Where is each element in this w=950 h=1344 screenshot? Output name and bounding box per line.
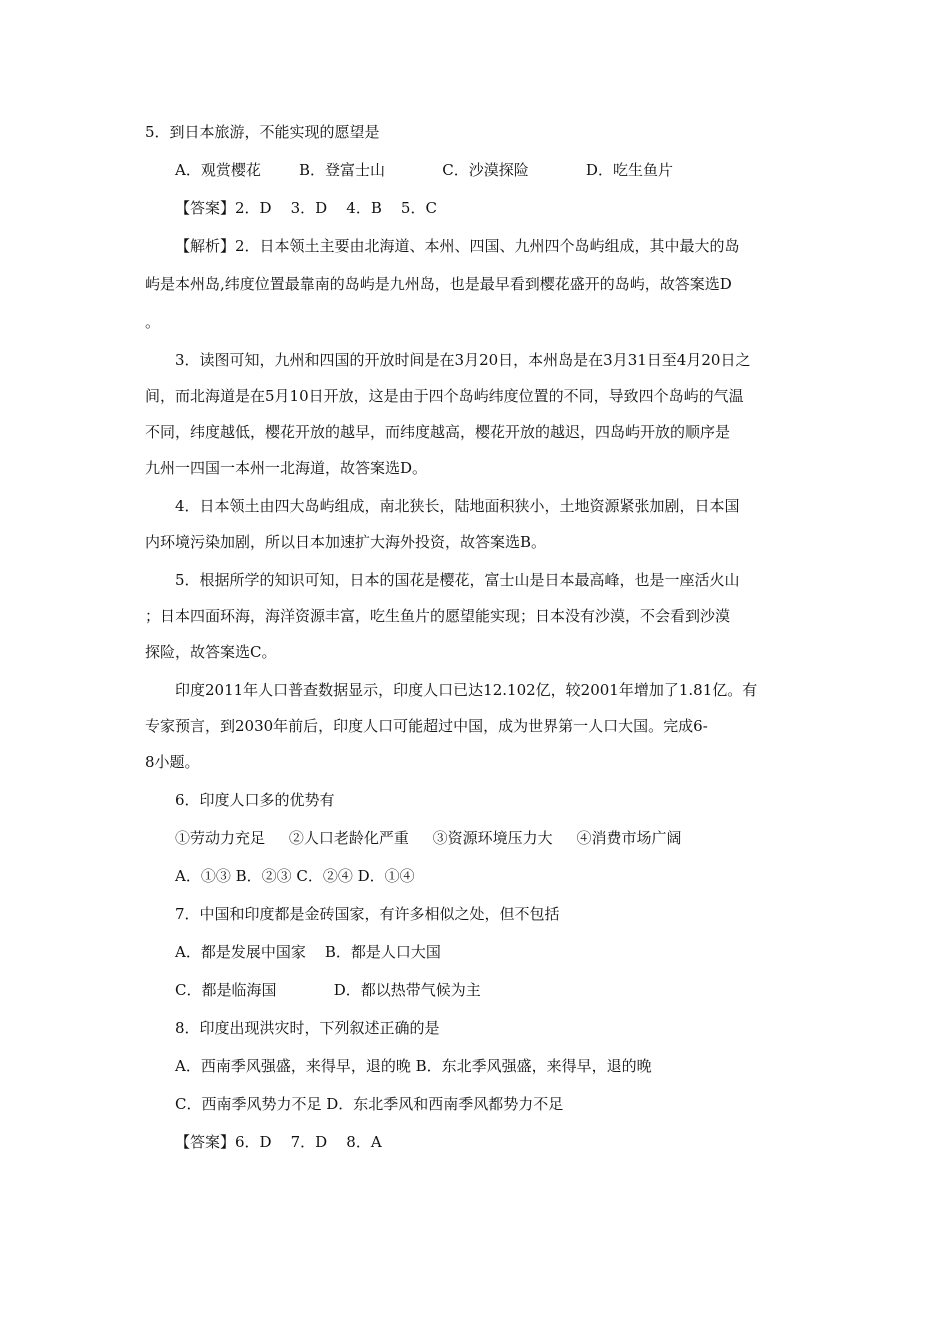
answer-block-2-5: 【答案】2．D 3．D 4．B 5．C <box>175 199 437 217</box>
question-6-options: A．①③ B．②③ C．②④ D．①④ <box>175 867 415 885</box>
question-5: 5．到日本旅游，不能实现的愿望是 <box>145 123 380 141</box>
india-passage-line-2: 专家预言，到2030年前后，印度人口可能超过中国，成为世界第一人口大国。完成6- <box>145 717 708 735</box>
question-7-options-a-b: A．都是发展中国家 B．都是人口大国 <box>175 943 441 961</box>
question-8-options-a-b: A．西南季风强盛，来得早，退的晚 B．东北季风强盛，来得早，退的晚 <box>175 1057 652 1075</box>
india-passage-line-1: 印度2011年人口普查数据显示，印度人口已达12.102亿，较2001年增加了1.81亿。有 <box>175 681 758 699</box>
analysis-3-line-3: 不同，纬度越低，樱花开放的越早，而纬度越高，樱花开放的越迟，四岛屿开放的顺序是 <box>145 423 731 441</box>
question-6-items: ①劳动力充足 ②人口老龄化严重 ③资源环境压力大 ④消费市场广阔 <box>175 829 682 847</box>
answer-block-6-8: 【答案】6．D 7．D 8．A <box>175 1133 382 1151</box>
analysis-4-line-2: 内环境污染加剧，所以日本加速扩大海外投资，故答案选B。 <box>145 533 547 551</box>
analysis-2-line-2: 屿是本州岛,纬度位置最靠南的岛屿是九州岛，也是最早看到樱花盛开的岛屿，故答案选D <box>145 275 732 293</box>
analysis-5-line-1: 5．根据所学的知识可知，日本的国花是樱花，富士山是日本最高峰，也是一座活火山 <box>175 571 740 589</box>
analysis-2-line-3: 。 <box>145 313 161 331</box>
analysis-3-line-2: 间，而北海道是在5月10日开放，这是由于四个岛屿纬度位置的不同，导致四个岛屿的气温 <box>145 387 744 405</box>
question-7-options-c-d: C．都是临海国 D．都以热带气候为主 <box>175 981 481 999</box>
analysis-2-line-1: 【解析】2．日本领土主要由北海道、本州、四国、九州四个岛屿组成，其中最大的岛 <box>175 237 740 255</box>
india-passage-line-3: 8小题。 <box>145 753 200 771</box>
question-8-options-c-d: C．西南季风势力不足 D．东北季风和西南季风都势力不足 <box>175 1095 564 1113</box>
analysis-5-line-3: 探险，故答案选C。 <box>145 643 277 661</box>
question-8: 8．印度出现洪灾时，下列叙述正确的是 <box>175 1019 440 1037</box>
question-6: 6．印度人口多的优势有 <box>175 791 335 809</box>
analysis-5-line-2: ；日本四面环海，海洋资源丰富，吃生鱼片的愿望能实现；日本没有沙漠，不会看到沙漠 <box>145 607 731 625</box>
question-5-options: A．观赏樱花 B．登富士山 C．沙漠探险 D．吃生鱼片 <box>175 161 673 179</box>
analysis-3-line-4: 九州一四国一本州一北海道，故答案选D。 <box>145 459 428 477</box>
question-7: 7．中国和印度都是金砖国家，有许多相似之处，但不包括 <box>175 905 560 923</box>
analysis-4-line-1: 4．日本领土由四大岛屿组成，南北狭长，陆地面积狭小，土地资源紧张加剧，日本国 <box>175 497 740 515</box>
analysis-3-line-1: 3．读图可知，九州和四国的开放时间是在3月20日，本州岛是在3月31日至4月20日之 <box>175 351 751 369</box>
